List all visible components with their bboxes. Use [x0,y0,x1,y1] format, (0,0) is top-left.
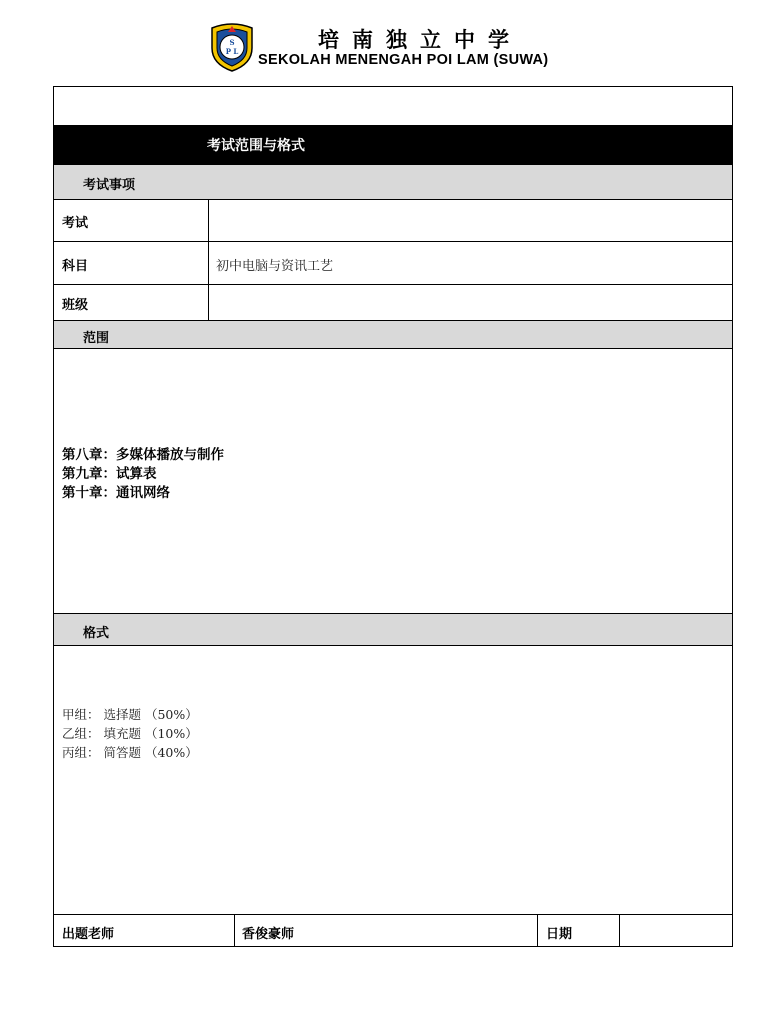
school-name-en: SEKOLAH MENENGAH POI LAM (SUWA) [258,52,549,68]
label-subject: 科目 [62,259,89,274]
format-line: 乙组： 填充题 （10%） [62,726,198,741]
row-class [54,285,732,320]
school-name-cn: 培南独立中学 [318,27,522,52]
section-exam-info [54,164,732,200]
scope-line: 第八章：多媒体播放与制作 [62,447,224,463]
value-subject[interactable]: 初中电脑与资讯工艺 [216,259,334,274]
svg-text:S: S [229,38,235,47]
scope-line: 第九章：试算表 [62,466,157,482]
row-exam [54,199,732,242]
format-body [54,646,732,915]
school-logo-icon [208,22,256,72]
label-teacher: 出题老师 [62,927,115,942]
title-bar [54,125,732,164]
exam-form [53,86,733,947]
section-title-scope: 范围 [83,331,110,346]
label-class: 班级 [62,298,89,313]
section-scope [54,320,732,349]
svg-text:P L: P L [225,47,239,56]
scope-line: 第十章：通讯网络 [62,485,170,501]
scope-body [54,349,732,613]
label-exam: 考试 [62,216,89,231]
page-header [0,0,768,86]
format-line: 甲组： 选择题 （50%） [62,707,198,722]
row-subject [54,242,732,285]
format-line: 丙组： 简答题 （40%） [62,745,198,760]
form-title: 考试范围与格式 [207,138,305,154]
section-title-exam-info: 考试事项 [83,178,136,193]
label-date: 日期 [546,927,573,942]
value-teacher[interactable]: 香俊豪师 [242,927,295,942]
section-format [54,613,732,646]
footer-row [54,915,732,947]
section-title-format: 格式 [83,626,110,641]
